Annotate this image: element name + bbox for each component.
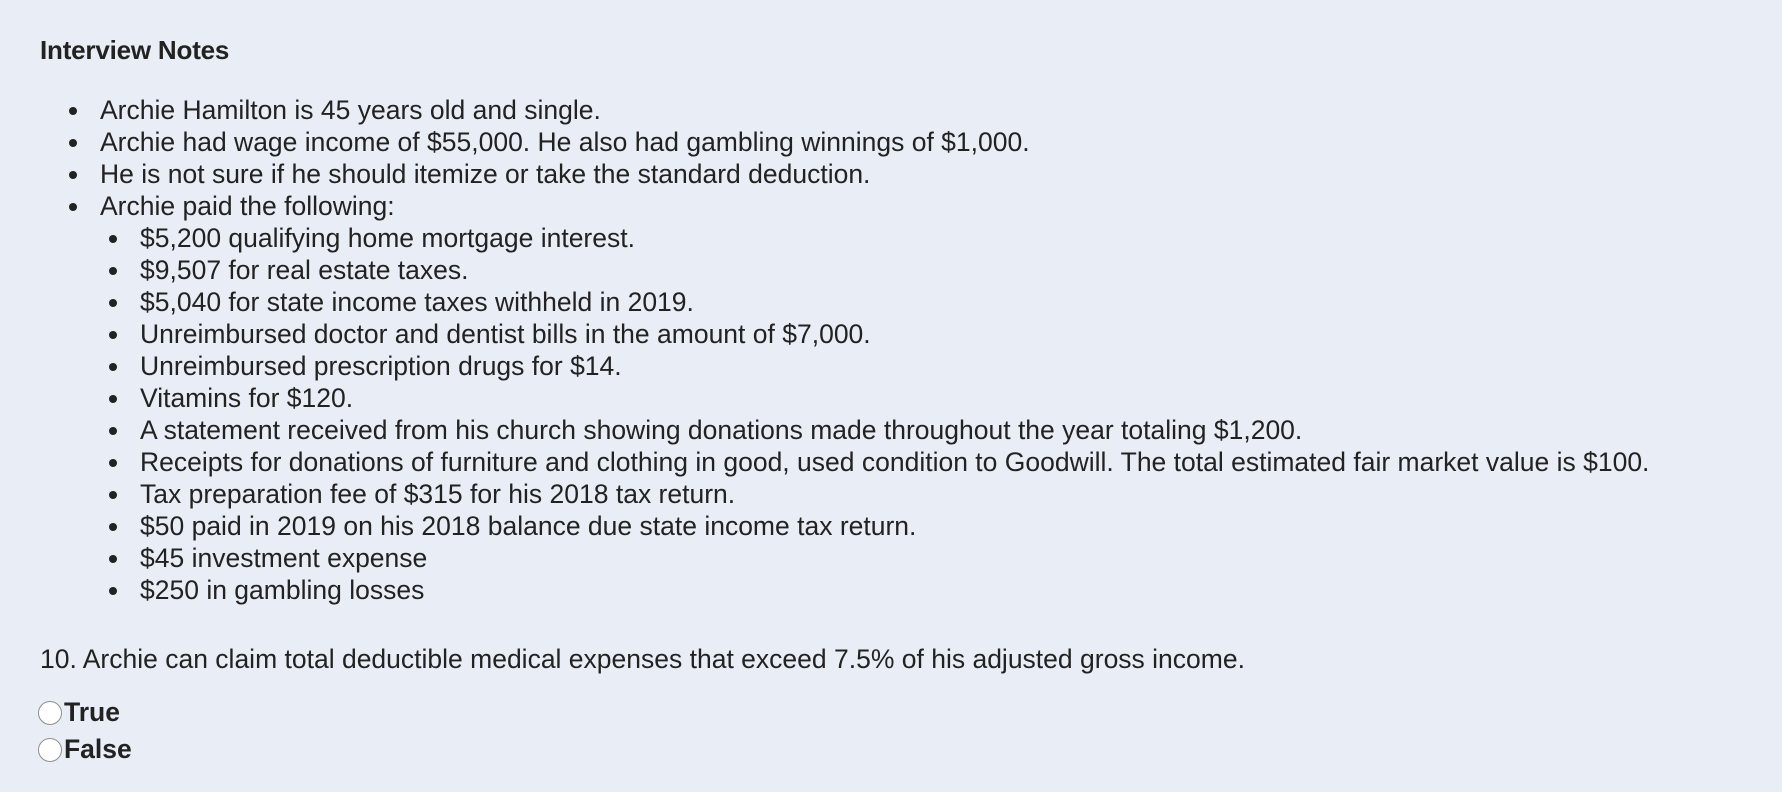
question-text: 10. Archie can claim total deductible medical expenses that exceed 7.5% of his adjusted gross income. [40, 644, 1245, 674]
paid-item: Tax preparation fee of $315 for his 2018 tax return. [140, 478, 1760, 510]
interview-notes-list [40, 94, 1760, 606]
answer-options [40, 694, 1760, 768]
paid-item: $5,200 qualifying home mortgage interest. [140, 222, 1760, 254]
note-item-label: Archie paid the following: [100, 191, 395, 221]
option-true[interactable] [40, 694, 1760, 731]
note-item-paid [100, 190, 1760, 606]
note-item: Archie had wage income of $55,000. He also had gambling winnings of $1,000. [100, 126, 1760, 158]
option-true-label: True [64, 697, 120, 727]
paid-item: Unreimbursed prescription drugs for $14. [140, 350, 1760, 382]
paid-item: $9,507 for real estate taxes. [140, 254, 1760, 286]
paid-item: $50 paid in 2019 on his 2018 balance due state income tax return. [140, 510, 1760, 542]
option-false[interactable] [40, 731, 1760, 768]
paid-item: $5,040 for state income taxes withheld in 2019. [140, 286, 1760, 318]
option-false-label: False [64, 734, 132, 764]
page-heading: Interview Notes [40, 35, 230, 65]
paid-item: Vitamins for $120. [140, 382, 1760, 414]
paid-item: Receipts for donations of furniture and clothing in good, used condition to Goodwill. The total estimated fair market value is $100. [140, 446, 1760, 478]
paid-item: $250 in gambling losses [140, 574, 1760, 606]
radio-false[interactable] [38, 738, 62, 762]
paid-items-list [100, 222, 1760, 606]
question-page [40, 30, 1760, 768]
paid-item: A statement received from his church showing donations made throughout the year totaling $1,200. [140, 414, 1760, 446]
note-item: He is not sure if he should itemize or take the standard deduction. [100, 158, 1760, 190]
paid-item: $45 investment expense [140, 542, 1760, 574]
paid-item: Unreimbursed doctor and dentist bills in the amount of $7,000. [140, 318, 1760, 350]
note-item: Archie Hamilton is 45 years old and single. [100, 94, 1760, 126]
radio-true[interactable] [38, 701, 62, 725]
